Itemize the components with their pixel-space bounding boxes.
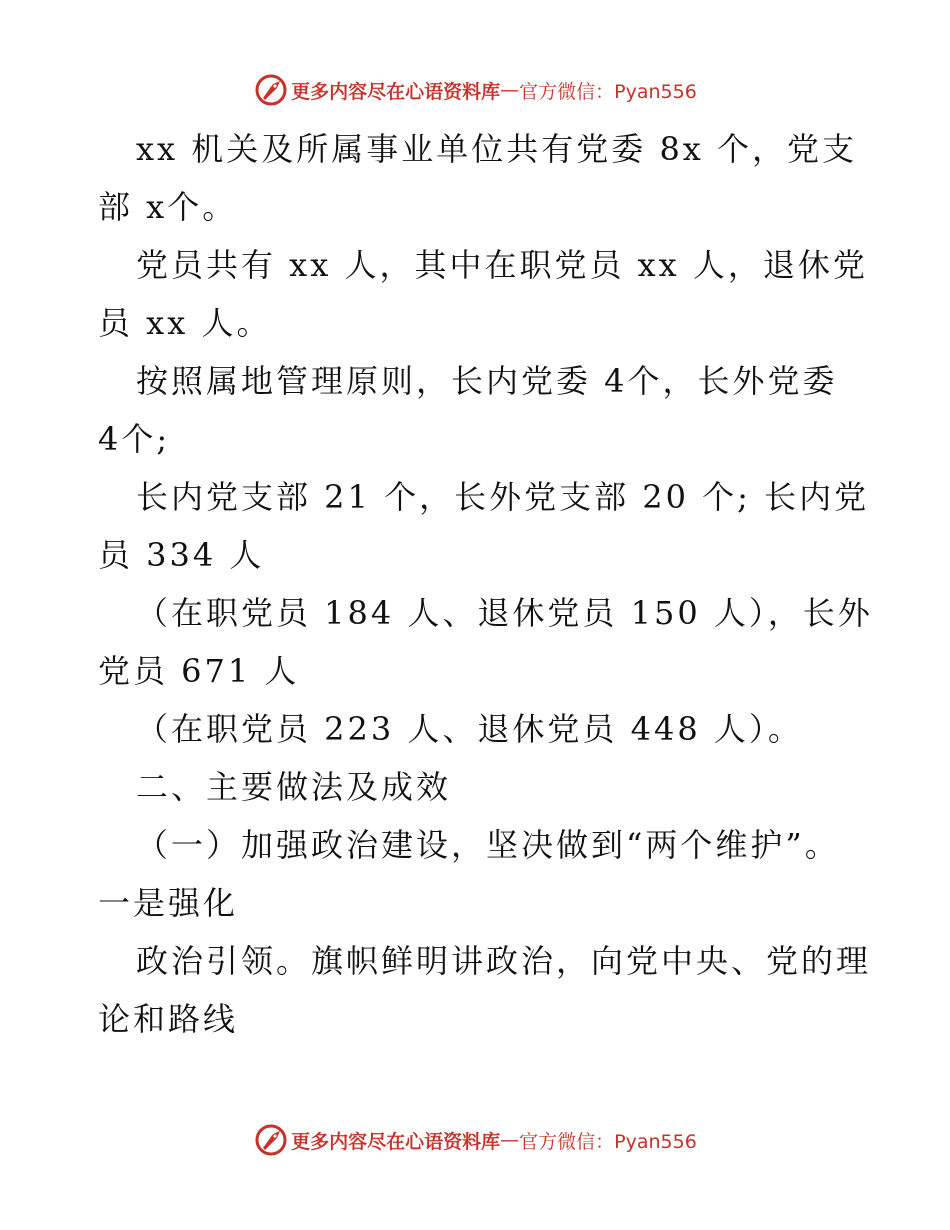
watermark-brand: 更多内容尽在心语资料库: [291, 1130, 501, 1153]
subsection-heading: （一）加强政治建设，坚决做到“两个维护”。: [136, 826, 840, 864]
pen-nib-icon: [253, 72, 289, 108]
pen-nib-icon: [253, 1122, 289, 1158]
text-line: 一是强化: [98, 884, 239, 922]
text-line: （在职党员 184 人、退休党员 150 人），长外: [136, 594, 873, 632]
document-body: [98, 120, 873, 1048]
text-line: （在职党员 223 人、退休党员 448 人）。: [136, 710, 803, 748]
watermark-wechat: 官方微信：Pyan556: [519, 1130, 697, 1153]
text-line: 党员共有 xx 人，其中在职党员 xx 人，退休党: [136, 246, 868, 284]
text-line: xx 机关及所属事业单位共有党委 8x 个，党支: [136, 130, 858, 168]
watermark-separator: —: [500, 79, 520, 101]
section-heading: 二、主要做法及成效: [136, 768, 452, 806]
text-line: 按照属地管理原则，长内党委 4个，长外党委: [136, 362, 838, 400]
text-line: 党员 671 人: [98, 652, 300, 690]
watermark-wechat: 官方微信：Pyan556: [519, 80, 697, 103]
watermark-brand: 更多内容尽在心语资料库: [291, 80, 501, 103]
header-watermark: [0, 70, 950, 110]
footer-watermark: [0, 1120, 950, 1160]
text-line: 政治引领。旗帜鲜明讲政治，向党中央、党的理: [136, 942, 872, 980]
watermark-separator: —: [500, 1129, 520, 1151]
text-line: 员 334 人: [98, 536, 265, 574]
text-line: 部 x个。: [98, 188, 238, 226]
text-line: 4个;: [98, 420, 171, 458]
text-line: 论和路线: [98, 1000, 239, 1038]
text-line: 长内党支部 21 个，长外党支部 20 个; 长内党: [136, 478, 870, 516]
text-line: 员 xx 人。: [98, 304, 272, 342]
